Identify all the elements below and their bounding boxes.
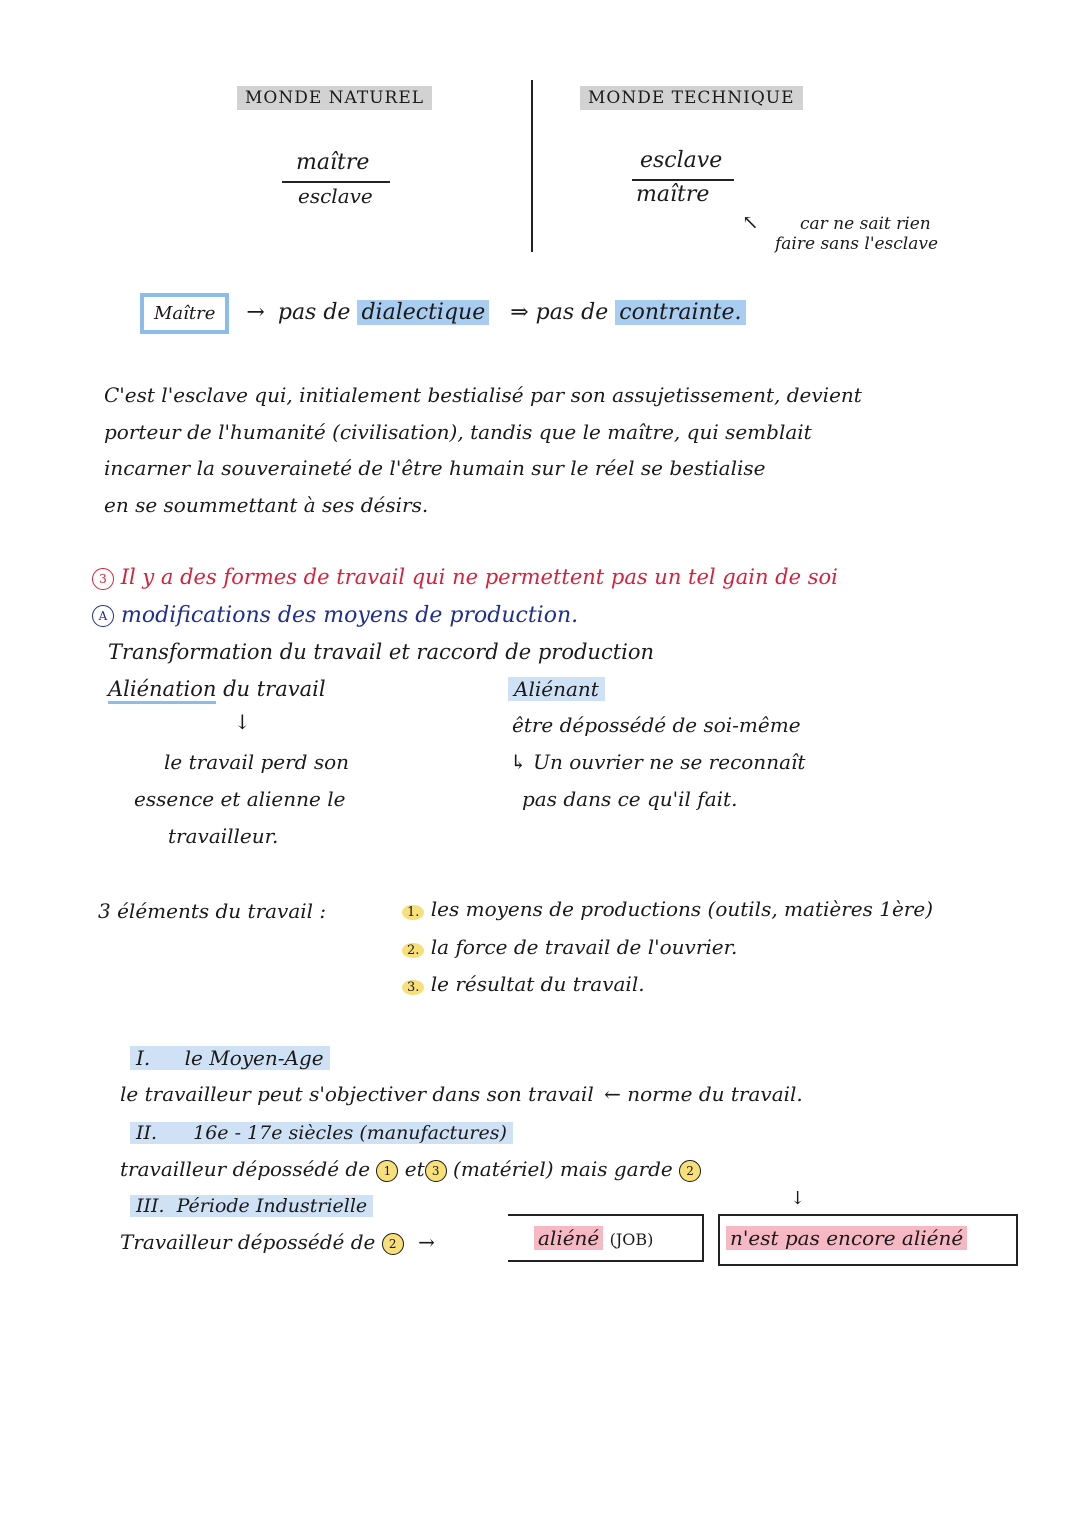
alienation-left-2: essence et alienne le	[134, 787, 346, 811]
header-monde-technique	[580, 88, 803, 108]
maitre-line	[140, 300, 746, 325]
alienation-heading	[108, 677, 326, 701]
period-2-text-a: travailleur dépossédé de	[120, 1157, 371, 1181]
elements-num-3: 3.	[402, 980, 424, 995]
alienant-line-2: ↳ Un ouvrier ne se reconnaît	[510, 750, 806, 774]
period-3-box-2	[718, 1214, 1018, 1266]
elements-text-3: le résultat du travail.	[430, 972, 645, 996]
alienation-left-3: travailleur.	[168, 824, 279, 848]
section3-title-text: Il y a des formes de travail qui ne permettent pas un tel gain de soi	[120, 565, 838, 589]
period-2-num: II.	[136, 1122, 158, 1144]
arrow-right-icon: →	[246, 300, 265, 325]
left-fraction-bottom: esclave	[298, 184, 373, 208]
period-2-circle-3: 3	[425, 1160, 447, 1182]
header-left-label: MONDE NATUREL	[237, 86, 432, 110]
alienation-rest: du travail	[223, 677, 326, 701]
section3-subtitle	[92, 603, 578, 628]
elements-text-1: les moyens de productions (outils, matières 1ère)	[430, 897, 933, 921]
maitre-text1: pas de	[277, 300, 351, 325]
period-3-num: III.	[136, 1195, 165, 1217]
right-note-line1: car ne sait rien	[800, 214, 931, 234]
period-1-heading	[130, 1046, 330, 1070]
vertical-divider	[531, 80, 533, 252]
not-yet-alienated: n'est pas encore aliéné	[726, 1226, 967, 1250]
alienant-line-3: pas dans ce qu'il fait.	[522, 787, 738, 811]
period-2-line	[120, 1157, 701, 1182]
elements-label: 3 éléments du travail :	[98, 899, 327, 923]
right-fraction-bottom: maître	[636, 182, 710, 207]
contrainte-word: contrainte.	[615, 300, 745, 325]
double-arrow-icon: ⇒	[510, 300, 529, 325]
alienant-label: Aliénant	[508, 677, 605, 701]
elements-num-2: 2.	[402, 943, 424, 958]
section3-sub-title: modifications des moyens de production.	[121, 603, 579, 628]
period-2-heading	[130, 1122, 513, 1144]
left-arrow-icon: ←	[604, 1082, 621, 1106]
period-3-line	[120, 1230, 435, 1255]
maitre-text2: pas de	[535, 300, 609, 325]
alienation-left-1: le travail perd son	[164, 750, 350, 774]
right-fraction-line	[632, 179, 734, 181]
paragraph-line-1: C'est l'esclave qui, initialement bestialisé par son assujetissement, devient	[104, 383, 862, 407]
period-2-text-b: (matériel) mais garde	[453, 1157, 673, 1181]
transformation-line: Transformation du travail et raccord de production	[108, 640, 655, 664]
paragraph-line-3: incarner la souveraineté de l'être humain sur le réel se bestialise	[104, 456, 766, 480]
period-2-label	[130, 1122, 513, 1144]
paragraph-line-4: en se soummettant à ses désirs.	[104, 493, 429, 517]
period-1-label	[130, 1046, 330, 1070]
header-right-label: MONDE TECHNIQUE	[580, 86, 803, 110]
period-1-title: le Moyen-Age	[184, 1046, 324, 1070]
period-3-title: Période Industrielle	[176, 1195, 368, 1217]
elements-item-3	[402, 972, 645, 996]
dialectique-word: dialectique	[357, 300, 489, 325]
right-arrow-icon: →	[418, 1230, 435, 1254]
header-monde-naturel	[237, 88, 432, 108]
period-2-and: et	[404, 1157, 425, 1181]
elements-text-2: la force de travail de l'ouvrier.	[430, 935, 738, 959]
section3-number: 3	[92, 568, 114, 590]
right-fraction-top: esclave	[640, 148, 723, 173]
left-fraction-line	[282, 181, 390, 183]
period-1-note: norme du travail.	[627, 1082, 803, 1106]
down-arrow-icon-2: ↓	[790, 1188, 806, 1209]
paragraph-line-2: porteur de l'humanité (civilisation), tandis que le maître, qui semblait	[104, 420, 812, 444]
period-1-line	[120, 1082, 803, 1106]
alienant-title	[508, 677, 605, 701]
period-1-num: I.	[136, 1046, 151, 1070]
period-2-title: 16e - 17e siècles (manufactures)	[193, 1122, 507, 1144]
period-3-label	[130, 1195, 373, 1217]
period-2-circle-1: 1	[376, 1160, 398, 1182]
section3-title	[92, 565, 838, 590]
elements-item-2	[402, 935, 737, 959]
period-2-circle-2: 2	[679, 1160, 701, 1182]
down-arrow-icon: ↓	[234, 710, 251, 734]
job-label: (JOB)	[609, 1230, 654, 1249]
alienant-line-1: être dépossédé de soi-même	[512, 713, 801, 737]
period-3-circle-2: 2	[382, 1233, 404, 1255]
period-3-heading	[130, 1195, 373, 1217]
arrow-up-left-icon: ↖	[742, 210, 759, 234]
left-fraction-top: maître	[296, 150, 370, 175]
elements-item-1	[402, 897, 933, 921]
period-1-text: le travailleur peut s'objectiver dans son travail	[120, 1082, 594, 1106]
elements-num-1: 1.	[402, 905, 424, 920]
alienation-title: Aliénation	[108, 677, 216, 704]
period-3-box-1	[508, 1214, 704, 1262]
section3-sub-letter: A	[92, 605, 114, 627]
period-3-text: Travailleur dépossédé de	[120, 1230, 376, 1254]
maitre-box: Maître	[140, 293, 229, 334]
alienated-label: aliéné	[534, 1226, 603, 1250]
right-note-line2: faire sans l'esclave	[775, 234, 939, 254]
